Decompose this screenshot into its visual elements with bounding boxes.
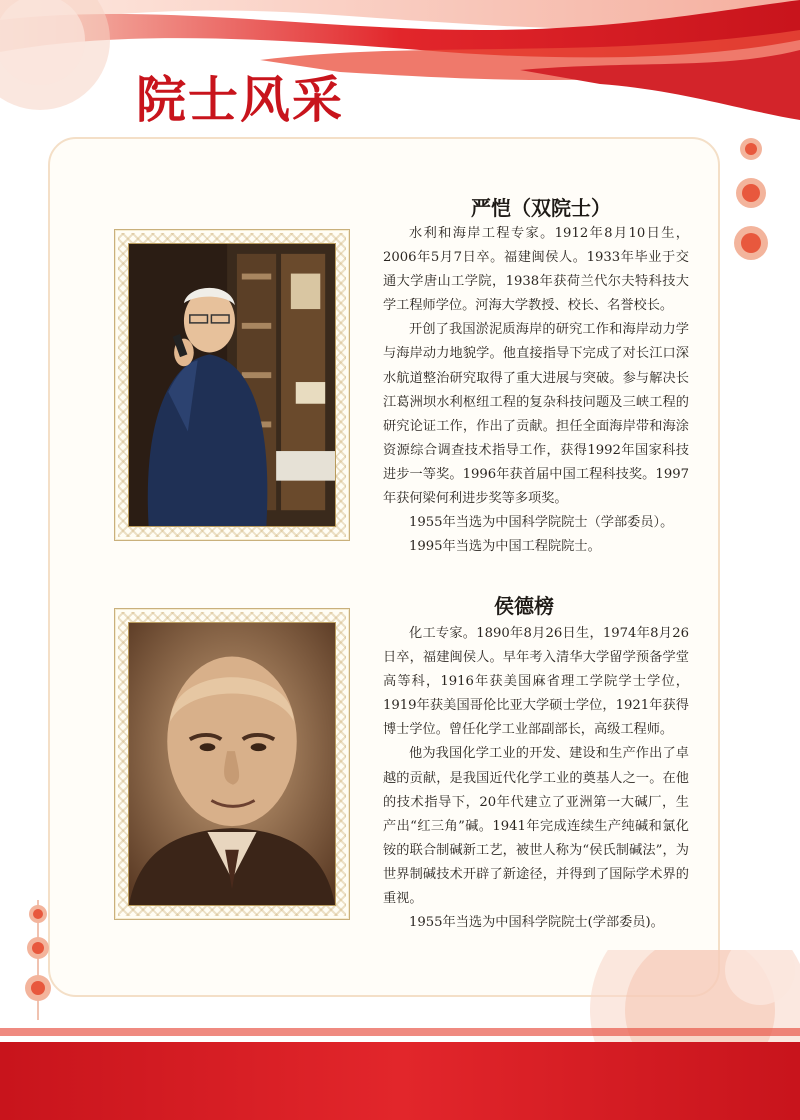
portrait-photo-2 (128, 622, 336, 906)
portrait-frame-1 (114, 229, 350, 541)
bio-paragraph: 他为我国化学工业的开发、建设和生产作出了卓越的贡献，是我国近代化学工业的奠基人之一。在他的技术指导下，20年代建立了亚洲第一大碱厂，生产出“红三角”碱。1941年完成连续生产纯碱和氯化铵的联合制碱新工艺，被世人称为“侯氏制碱法”，为世界制碱技术开辟了新途径，并得到了国际学术界的重视。 (383, 746, 689, 907)
bio-paragraph: 1955年当选为中国科学院院士(学部委员)。 (409, 915, 664, 931)
profile-name-2: 侯德榜 (494, 594, 554, 618)
decorative-dots-right (725, 135, 785, 265)
bio-paragraph: 1955年当选为中国科学院院士（学部委员）。 (409, 515, 674, 531)
bottom-decorative-band (0, 950, 800, 1120)
top-decorative-swoosh (0, 0, 800, 150)
bio-paragraph: 开创了我国淤泥质海岸的研究工作和海岸动力学与海岸动力地貌学。他直接指导下完成了对长江口深水航道整治研究取得了重大进展与突破。参与解决长江葛洲坝水利枢纽工程的复杂科技问题及三峡工程的研究论证工作，作出了贡献。担任全面海岸带和海涂资源综合调查技术指导工作，获得1992年国家科技进步一等奖。1996年获首届中国工程科技奖。1997年获何梁何利进步奖等多项奖。 (383, 322, 689, 507)
bio-paragraph: 化工专家。1890年8月26日生，1974年8月26日卒，福建闽侯人。早年考入清华大学留学预备学堂高等科，1916年获美国麻省理工学院学士学位，1919年获美国哥伦比亚大学硕士学位，1921年获得博士学位。曾任化学工业部副部长，高级工程师。 (383, 626, 689, 738)
profile-name-1: 严恺（双院士） (471, 196, 611, 220)
profile-bio-2 (383, 622, 689, 935)
bio-paragraph: 1995年当选为中国工程院院士。 (409, 539, 601, 555)
bio-paragraph: 水利和海岸工程专家。1912年8月10日生，2006年5月7日卒。福建闽侯人。1933年毕业于交通大学唐山工学院，1938年获荷兰代尔夫特科技大学工程师学位。河海大学教授、校长、名誉校长。 (383, 226, 689, 314)
page-title: 院士风采 (136, 70, 344, 129)
profile-bio-1 (383, 222, 689, 559)
portrait-photo-1 (128, 243, 336, 527)
portrait-frame-2 (114, 608, 350, 920)
